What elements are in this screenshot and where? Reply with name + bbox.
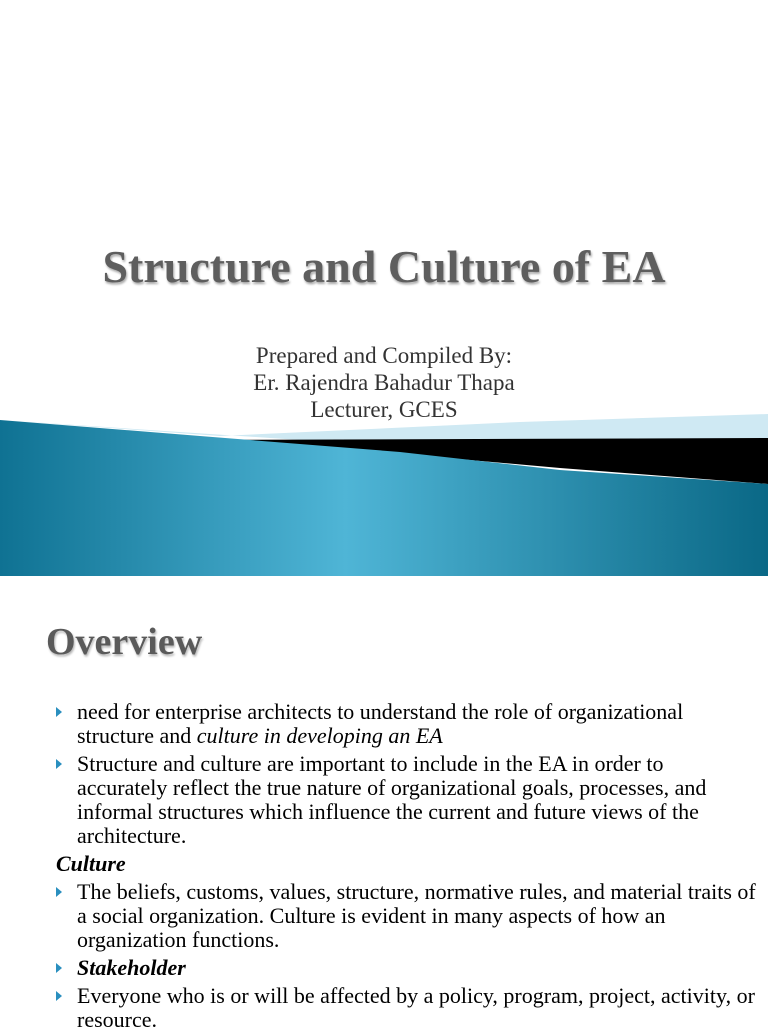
bullet-arrow-icon [56,991,62,1001]
bullet-arrow-icon [56,707,62,717]
subtitle-line: Er. Rajendra Bahadur Thapa [253,370,515,395]
bullet-item [56,984,756,1032]
slide-subtitle [0,342,768,423]
bullet-item [56,880,756,952]
bullet-text: need for enterprise architects to understand the role of organizational structure and [77,699,684,748]
bullet-item [56,700,756,748]
bullet-italic-text: culture in developing an EA [196,723,443,748]
bullet-text: Everyone who is or will be affected by a policy, program, project, activity, or resource. [77,983,755,1032]
bullet-arrow-icon [56,887,62,897]
bullet-item [56,752,756,848]
bullet-text: The beliefs, customs, values, structure, normative rules, and material traits of a social organization. Culture is evident in many aspects of how an organization functions. [77,879,756,952]
overview-content [56,700,756,1036]
slide-title: Structure and Culture of EA [102,241,666,292]
stakeholder-heading: Stakeholder [77,955,186,980]
stakeholder-heading-item [56,956,756,980]
bullet-text: Structure and culture are important to include in the EA in order to accurately reflect the true nature of organizational goals, processes, and informal structures which influence the current and future views of the architecture. [77,751,707,848]
culture-heading: Culture [56,851,126,876]
bullet-arrow-icon [56,963,62,973]
bullet-arrow-icon [56,759,62,769]
subtitle-line: Prepared and Compiled By: [255,343,513,368]
overview-title: Overview [46,621,203,663]
subtitle-line: Lecturer, GCES [310,397,458,422]
